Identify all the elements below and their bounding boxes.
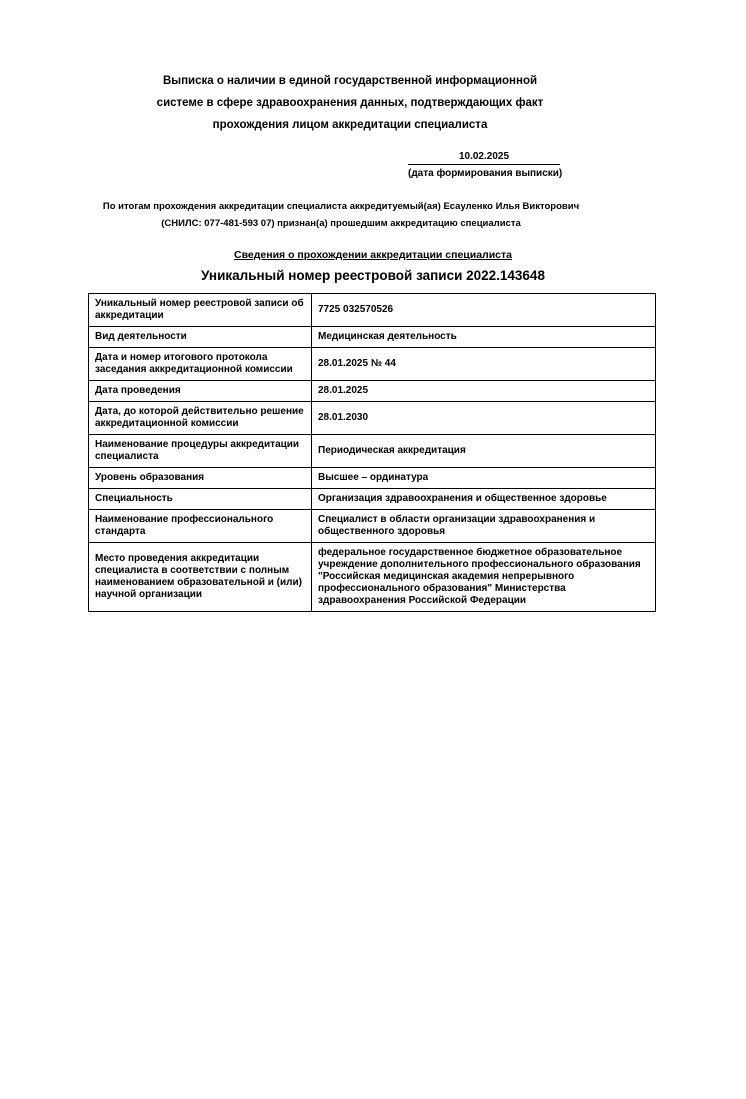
extract-date-block — [408, 150, 563, 180]
registry-number-header: Уникальный номер реестровой записи 2022.143648 — [201, 268, 545, 283]
row-label: Вид деятельности — [89, 327, 312, 348]
section-header — [88, 249, 658, 262]
row-value: Специалист в области организации здравоохранения и общественного здоровья — [312, 510, 656, 543]
accreditation-table-body — [89, 294, 656, 612]
row-label: Дата, до которой действительно решение аккредитационной комиссии — [89, 402, 312, 435]
row-label: Уникальный номер реестровой записи об аккредитации — [89, 294, 312, 327]
table-row — [89, 435, 656, 468]
row-label: Наименование процедуры аккредитации специалиста — [89, 435, 312, 468]
row-value: 7725 032570526 — [312, 294, 656, 327]
table-row — [89, 510, 656, 543]
title-line-1: Выписка о наличии в единой государственной информационной — [162, 75, 538, 87]
row-value: федеральное государственное бюджетное образовательное учреждение дополнительного профессионального образования "Российская медицинская академия непрерывного профессионального образования" Министерства здравоохранения Российской Федерации — [312, 543, 656, 612]
table-row — [89, 381, 656, 402]
table-row — [89, 402, 656, 435]
row-label: Наименование профессионального стандарта — [89, 510, 312, 543]
table-row — [89, 543, 656, 612]
row-value: 28.01.2025 — [312, 381, 656, 402]
document-title — [88, 70, 612, 136]
document-page — [0, 70, 746, 1099]
accreditation-table — [88, 293, 656, 612]
table-row — [89, 489, 656, 510]
section-header-text: Сведения о прохождении аккредитации специалиста — [234, 249, 512, 261]
row-value: 28.01.2030 — [312, 402, 656, 435]
row-label: Место проведения аккредитации специалиста в соответствии с полным наименованием образовательной и (или) научной организации — [89, 543, 312, 612]
table-row — [89, 348, 656, 381]
extract-date: 10.02.2025 — [408, 150, 560, 165]
table-row — [89, 294, 656, 327]
table-row — [89, 327, 656, 348]
row-value: Периодическая аккредитация — [312, 435, 656, 468]
row-label: Дата проведения — [89, 381, 312, 402]
row-value: Медицинская деятельность — [312, 327, 656, 348]
row-value: Организация здравоохранения и общественное здоровье — [312, 489, 656, 510]
row-label: Уровень образования — [89, 468, 312, 489]
row-label: Дата и номер итогового протокола заседания аккредитационной комиссии — [89, 348, 312, 381]
title-line-2: системе в сфере здравоохранения данных, подтверждающих факт — [156, 97, 544, 109]
title-line-3: прохождения лицом аккредитации специалиста — [212, 119, 488, 131]
intro-paragraph: По итогам прохождения аккредитации специалиста аккредитуемый(ая) Есауленко Илья Викторович (СНИЛС: 077-481-593 07) признан(а) прошедшим аккредитацию специалиста — [102, 201, 580, 229]
row-value: 28.01.2025 № 44 — [312, 348, 656, 381]
row-value: Высшее – ординатура — [312, 468, 656, 489]
row-label: Специальность — [89, 489, 312, 510]
table-row — [89, 468, 656, 489]
extract-date-caption: (дата формирования выписки) — [408, 168, 563, 179]
